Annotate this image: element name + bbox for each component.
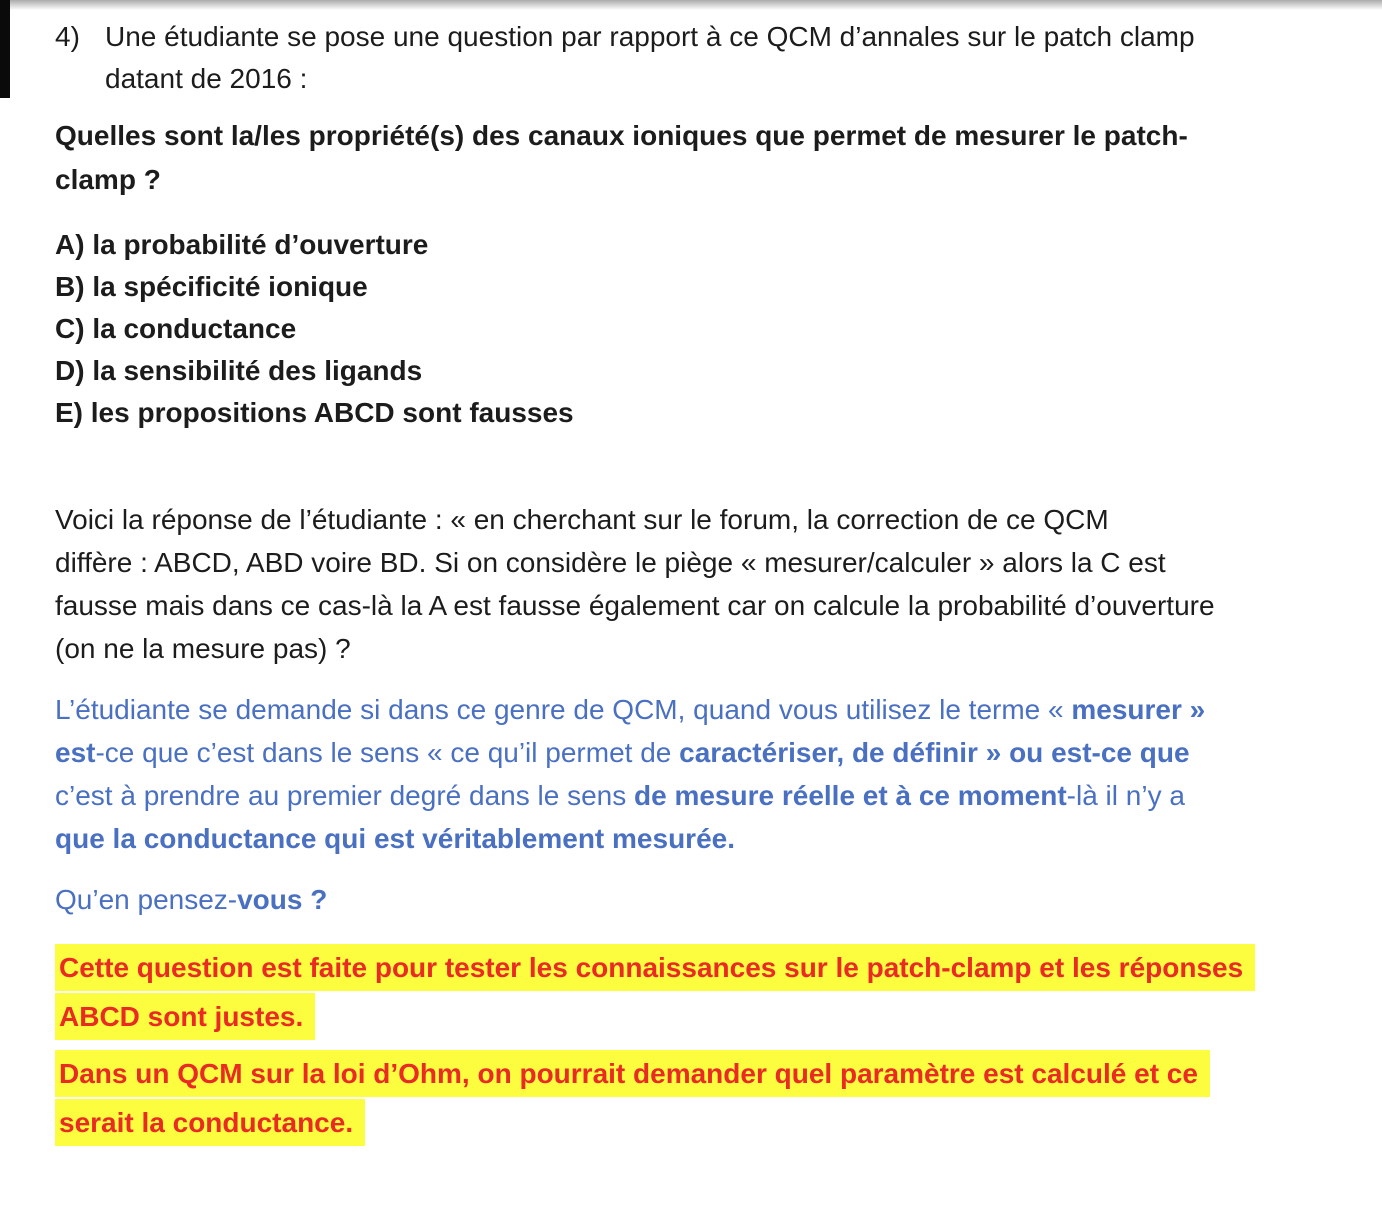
blue-line — [55, 731, 1255, 774]
option-line — [55, 266, 1255, 308]
text-segment: Dans un QCM sur la loi d’Ohm, on pourrait demander quel paramètre est calculé et ce — [59, 1058, 1198, 1089]
page-left-edge-artifact — [0, 0, 10, 98]
text-segment: Qu’en pensez- — [55, 884, 238, 915]
numbered-item-4 — [55, 16, 1255, 100]
highlight-mark — [55, 944, 1255, 991]
option-line — [55, 224, 1255, 266]
text-segment: -là il n’y a — [1066, 780, 1185, 811]
text-segment: vous ? — [237, 884, 328, 915]
blue-line — [55, 817, 1255, 860]
text-segment: Quelles sont la/les propriété(s) des canaux ioniques que permet de mesurer le patch- — [55, 120, 1188, 151]
answer-line — [55, 584, 1255, 627]
student-answer-paragraph — [55, 498, 1255, 670]
text-segment: (on ne la mesure pas) ? — [55, 633, 351, 664]
student-question-paragraph — [55, 688, 1255, 860]
option-line — [55, 392, 1255, 434]
item-number: 4) — [55, 21, 80, 52]
text-segment: de mesure réelle et à ce moment — [634, 780, 1067, 811]
text-segment: Voici la réponse de l’étudiante : « en cherchant sur le forum, la correction de ce QCM — [55, 504, 1109, 535]
text-segment: c’est à prendre au premier degré dans le sens — [55, 780, 634, 811]
highlight-line — [55, 1098, 1255, 1147]
text-segment: caractériser, de définir » ou est-ce que — [679, 737, 1190, 768]
text-segment: E) les propositions ABCD sont fausses — [55, 397, 574, 428]
text-segment: serait la conductance. — [59, 1107, 354, 1138]
intro-line — [105, 58, 1255, 100]
highlight-mark — [55, 1050, 1210, 1097]
text-segment: L’étudiante se demande si dans ce genre de QCM, quand vous utilisez le terme « — [55, 694, 1072, 725]
page-top-edge-shadow — [0, 0, 1382, 10]
intro-line — [105, 16, 1255, 58]
text-segment: mesurer » — [1071, 694, 1206, 725]
text-segment: clamp ? — [55, 164, 161, 195]
question-line — [55, 114, 1255, 158]
text-segment: fausse mais dans ce cas-là la A est fausse également car on calcule la probabilité d’ouverture — [55, 590, 1215, 621]
highlight-line — [55, 943, 1255, 992]
text-segment: diffère : ABCD, ABD voire BD. Si on considère le piège « mesurer/calculer » alors la C est — [55, 547, 1166, 578]
highlight-line — [55, 1049, 1255, 1098]
text-segment: A) la probabilité d’ouverture — [55, 229, 429, 260]
answer-line — [55, 498, 1255, 541]
blue-line — [55, 688, 1255, 731]
text-segment: D) la sensibilité des ligands — [55, 355, 423, 386]
question-line — [55, 158, 1255, 202]
text-segment: B) la spécificité ionique — [55, 271, 368, 302]
document-content — [55, 16, 1255, 1147]
text-segment: -ce que c’est dans le sens « ce qu’il permet de — [95, 737, 680, 768]
text-segment: que la conductance qui est véritablement mesurée. — [55, 823, 735, 854]
item-intro-text — [105, 16, 1255, 100]
highlighted-answer-2 — [55, 1049, 1255, 1147]
highlighted-answer-1 — [55, 943, 1255, 1041]
answer-line — [55, 627, 1255, 670]
text-segment: est — [55, 737, 96, 768]
text-segment: ABCD sont justes. — [59, 1001, 304, 1032]
option-line — [55, 350, 1255, 392]
text-segment: Cette question est faite pour tester les connaissances sur le patch-clamp et les réponses — [59, 952, 1244, 983]
text-segment: Une étudiante se pose une question par rapport à ce QCM d’annales sur le patch clamp — [105, 21, 1195, 52]
text-segment: C) la conductance — [55, 313, 297, 344]
highlight-mark — [55, 1099, 365, 1146]
option-line — [55, 308, 1255, 350]
highlight-line — [55, 992, 1255, 1041]
prompt-question — [55, 878, 1255, 921]
answer-line — [55, 541, 1255, 584]
highlight-mark — [55, 993, 315, 1040]
qcm-question — [55, 114, 1255, 202]
blue-line — [55, 774, 1255, 817]
prompt-line — [55, 878, 1255, 921]
qcm-options — [55, 224, 1255, 434]
text-segment: datant de 2016 : — [105, 63, 308, 94]
